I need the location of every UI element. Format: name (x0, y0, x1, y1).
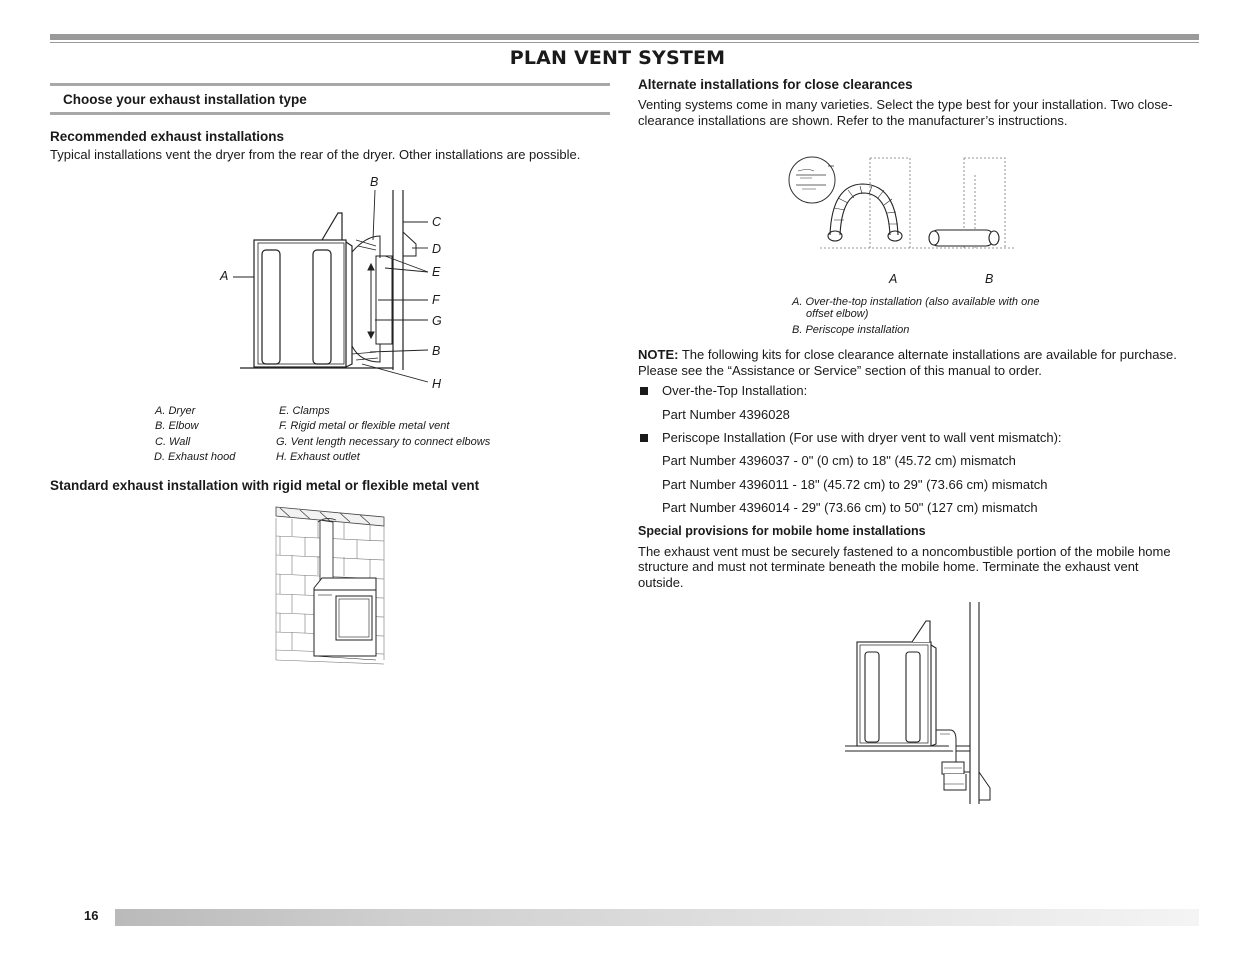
legend-b: B. Elbow (155, 420, 199, 432)
mobile-dryer (857, 621, 936, 746)
page-title: PLAN VENT SYSTEM (509, 47, 726, 69)
kit-2-part-1: Part Number 4396037 - 0" (0 cm) to 18" (45.72 cm) mismatch (662, 453, 1016, 468)
kit-1-name: Over-the-Top Installation: (662, 383, 808, 398)
legend-a: A. Dryer (155, 405, 196, 417)
label-close-a: A (889, 272, 898, 286)
recommended-text: Typical installations vent the dryer from the rear of the dryer. Other installations are possible. (50, 147, 581, 162)
legend-d: D. Exhaust hood (154, 451, 236, 463)
label-d: D (432, 242, 442, 256)
legend-e: E. Clamps (279, 405, 330, 417)
standard-heading: Standard exhaust installation with rigid metal or flexible metal vent (50, 478, 480, 493)
kit-2-part-2: Part Number 4396011 - 18" (45.72 cm) to 29" (73.66 cm) mismatch (662, 477, 1048, 492)
alternate-text-2: clearance installations are shown. Refer to the manufacturer’s instructions. (638, 113, 1068, 128)
alternate-heading: Alternate installations for close clearances (638, 77, 913, 92)
label-b-bottom: B (432, 344, 441, 358)
section-header: Choose your exhaust installation type (63, 92, 307, 107)
mobile-text-1: The exhaust vent must be securely fastened to a noncombustible portion of the mobile home (638, 544, 1171, 559)
footer-bar (50, 909, 1199, 926)
mobile-text-3: outside. (638, 575, 684, 590)
label-a: A (220, 269, 229, 283)
caption-b: B. Periscope installation (792, 324, 910, 336)
label-h: H (432, 377, 442, 391)
label-e: E (432, 265, 441, 279)
alternate-text-1: Venting systems come in many varieties. Select the type best for your installation. Two close- (638, 97, 1173, 112)
label-f: F (432, 293, 440, 307)
label-close-b: B (985, 272, 994, 286)
legend-h: H. Exhaust outlet (276, 451, 360, 463)
legend-c: C. Wall (155, 436, 191, 448)
note-text-2: Please see the “Assistance or Service” section of this manual to order. (638, 363, 1042, 378)
mobile-text-2: structure and must not terminate beneath the mobile home. Terminate the exhaust vent (638, 559, 1139, 574)
mobile-heading: Special provisions for mobile home installations (638, 524, 926, 538)
legend-f: F. Rigid metal or flexible metal vent (279, 420, 450, 432)
kit-2-name: Periscope Installation (For use with dryer vent to wall vent mismatch): (662, 430, 1062, 445)
mobile-vent (936, 730, 990, 800)
caption-a-line1: A. Over-the-top installation (also available with one (792, 296, 1040, 308)
caption-a-line2: offset elbow) (806, 308, 869, 320)
note-text-1: The following kits for close clearance alternate installations are available for purchase. (681, 347, 1177, 362)
label-b-top: B (370, 175, 379, 189)
kit-1-part-1: Part Number 4396028 (662, 407, 790, 422)
label-c: C (432, 215, 442, 229)
page-number: 16 (84, 908, 99, 923)
footer-number-box (50, 909, 115, 926)
kit-2-part-3: Part Number 4396014 - 29" (73.66 cm) to 50" (127 cm) mismatch (662, 500, 1038, 515)
legend-g: G. Vent length necessary to connect elbows (276, 436, 491, 448)
note-label: NOTE: (638, 347, 679, 362)
recommended-heading: Recommended exhaust installations (50, 129, 285, 144)
label-g: G (432, 314, 442, 328)
